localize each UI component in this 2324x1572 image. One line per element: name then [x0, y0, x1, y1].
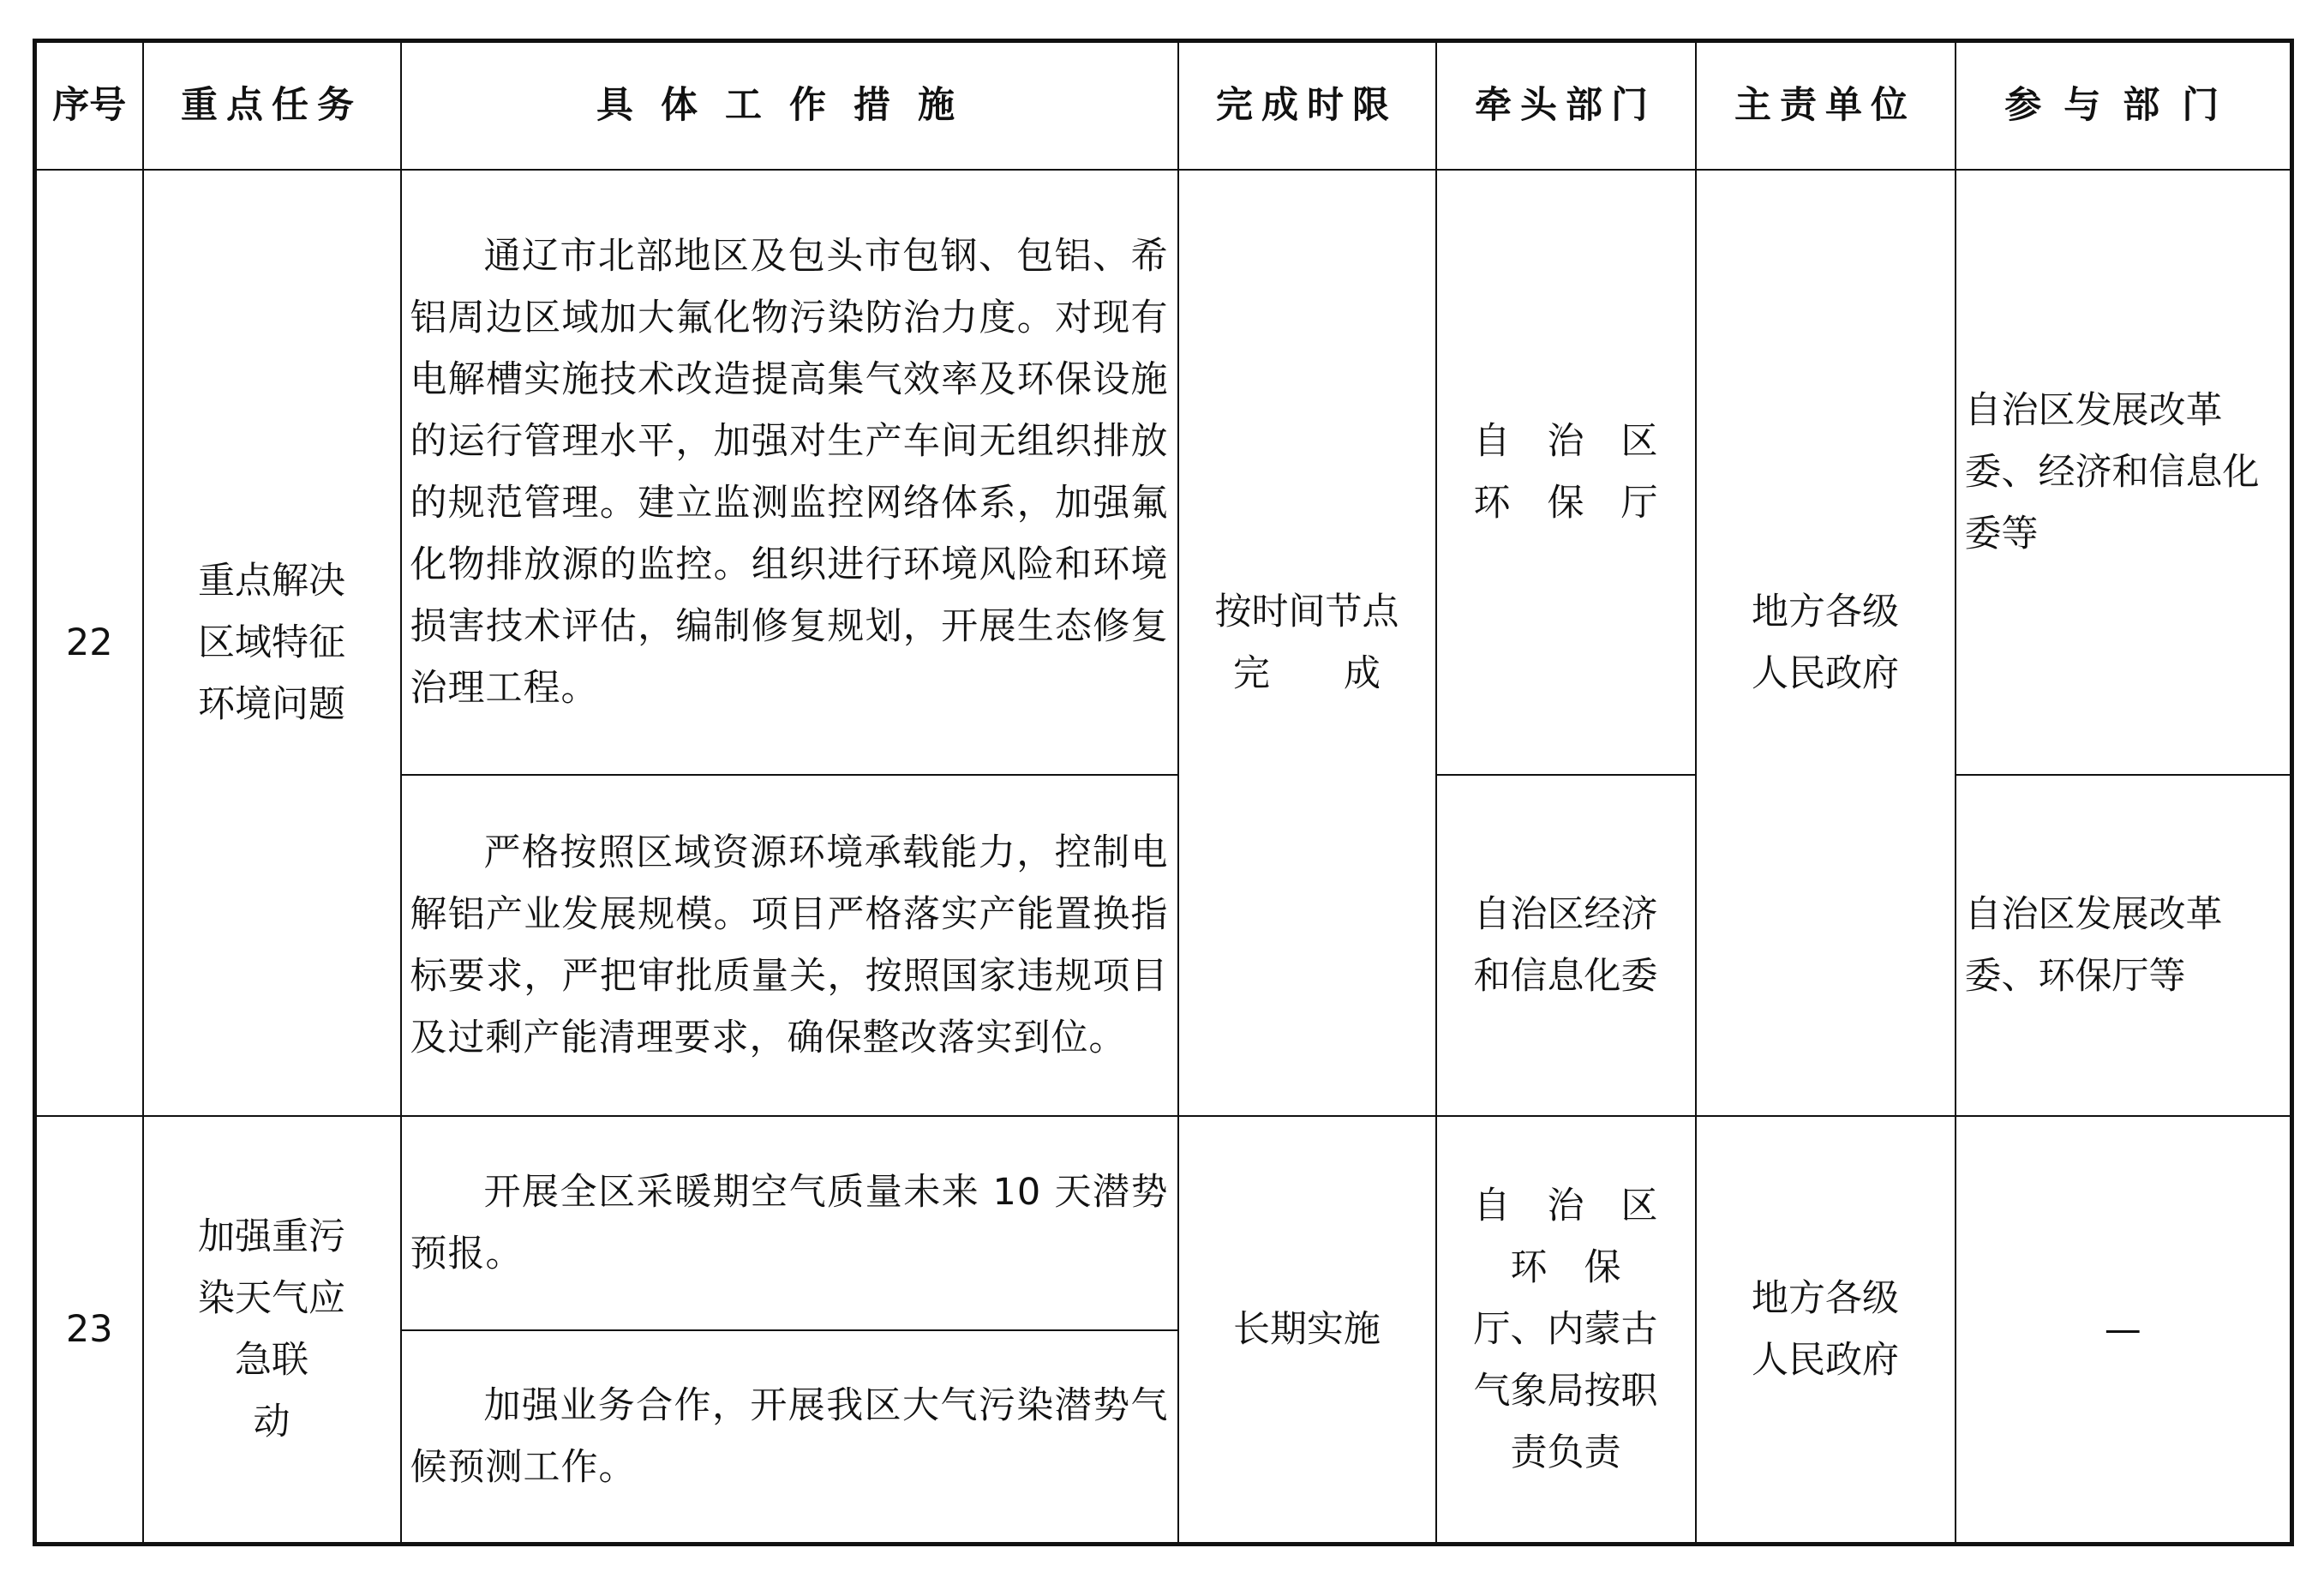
header-deadline: 完成时限: [1178, 41, 1436, 170]
header-lead: 牵头部门: [1436, 41, 1696, 170]
row23-lead-text: 自 治 区环 保 厅、内蒙古气象局按职责负责: [1473, 1184, 1658, 1474]
row23-task-text: 加强重污染天气应急联 动: [198, 1215, 382, 1443]
table-row-23a: [35, 1116, 2292, 1330]
header-task: 重点任务: [143, 41, 401, 170]
header-row: [35, 41, 2292, 170]
row22-responsible: [1696, 170, 1956, 1116]
row22-task-text: 重点解决区域特征环境问题: [198, 559, 345, 726]
row22-deadline-text: 按时间节点完 成: [1214, 590, 1399, 695]
row22-no: 22: [35, 170, 143, 1116]
header-no: 序号: [35, 41, 143, 170]
row23-lead: [1436, 1116, 1696, 1545]
row22-responsible-text: 地方各级人民政府: [1752, 590, 1899, 695]
row23-no: 23: [35, 1116, 143, 1545]
row23-measure-2: 加强业务合作，开展我区大气污染潜势气候预测工作。: [401, 1330, 1178, 1545]
row22-lead-2-text: 自治区经济和信息化委: [1473, 892, 1658, 998]
row22-measure-1: 通辽市北部地区及包头市包钢、包铝、希铝周边区域加大氟化物污染防治力度。对现有电解槽实施技术改造提高集气效率及环保设施的运行管理水平，加强对生产车间无组织排放的规范管理。建立监测监控网络体系，加强氟化物排放源的监控。组织进行环境风险和环境损害技术评估，编制修复规划，开展生态修复治理工程。: [401, 170, 1178, 775]
header-participants: 参与部门: [1956, 41, 2292, 170]
row22-lead-2: [1436, 775, 1696, 1116]
row22-task: [143, 170, 401, 1116]
row22-participants-1: 自治区发展改革委、经济和信息化委等: [1956, 170, 2292, 775]
row23-deadline: 长期实施: [1178, 1116, 1436, 1545]
header-responsible: 主责单位: [1696, 41, 1956, 170]
row22-deadline: [1178, 170, 1436, 1116]
measures-table: [33, 39, 2294, 1546]
row22-measure-2: 严格按照区域资源环境承载能力，控制电解铝产业发展规模。项目严格落实产能置换指标要求，严把审批质量关，按照国家违规项目及过剩产能清理要求，确保整改落实到位。: [401, 775, 1178, 1116]
row23-task: [143, 1116, 401, 1545]
row22-participants-2: 自治区发展改革委、环保厅等: [1956, 775, 2292, 1116]
row22-lead-1: [1436, 170, 1696, 775]
header-measures: 具体工作措施: [401, 41, 1178, 170]
row23-measure-1: 开展全区采暖期空气质量未来 10 天潜势预报。: [401, 1116, 1178, 1330]
row23-participants: —: [1956, 1116, 2292, 1545]
row23-responsible: [1696, 1116, 1956, 1545]
row22-lead-1-text: 自 治 区环 保 厅: [1473, 419, 1658, 525]
row23-responsible-text: 地方各级人民政府: [1752, 1276, 1899, 1382]
table-row-22a: [35, 170, 2292, 775]
